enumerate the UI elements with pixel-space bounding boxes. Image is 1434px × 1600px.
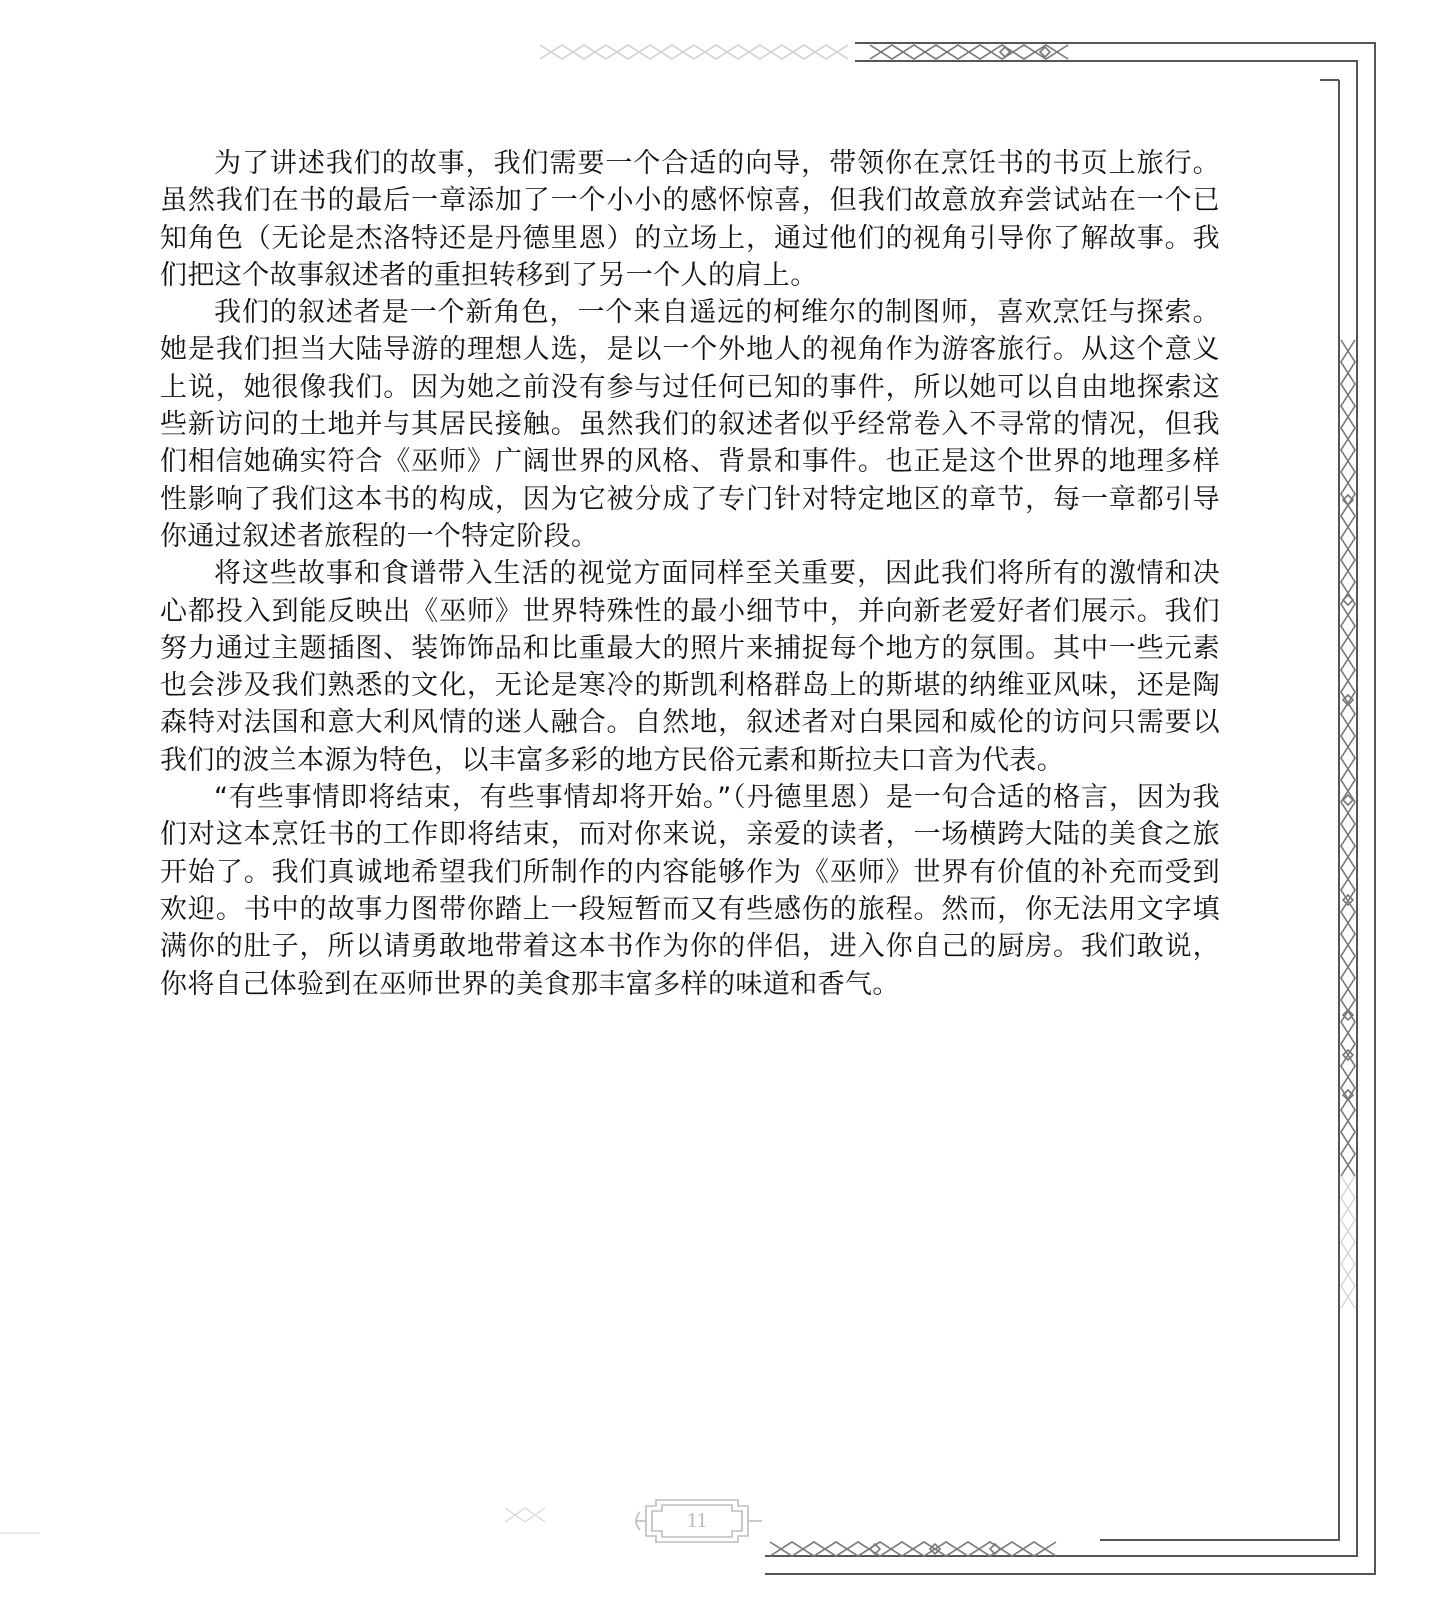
right-knot-band: [1341, 340, 1355, 1176]
page-number: 11: [686, 1507, 708, 1532]
bottom-knot-band: [770, 1542, 1056, 1556]
paragraph-3: 将这些故事和食谱带入生活的视觉方面同样至关重要，因此我们将所有的激情和决心都投入到能反映出《巫师》世界特殊性的最小细节中，并向新老爱好者们展示。我们努力通过主题插图、装饰饰品和比重最大的照片来捕捉每个地方的氛围。其中一些元素也会涉及我们熟悉的文化，无论是寒冷的斯凯利格群岛上的斯堪的纳维亚风味，还是陶森特对法国和意大利风情的迷人融合。自然地，叙述者对白果园和威伦的访问只需要以我们的波兰本源为特色，以丰富多彩的地方民俗元素和斯拉夫口音为代表。: [160, 558, 1220, 776]
top-knot-band: [870, 45, 1068, 59]
paragraph-2: 我们的叙述者是一个新角色，一个来自遥远的柯维尔的制图师，喜欢烹饪与探索。她是我们担当大陆导游的理想人选，是以一个外地人的视角作为游客旅行。从这个意义上说，她很像我们。因为她之前没有参与过任何已知的事件，所以她可以自由地探索这些新访问的土地并与其居民接触。虽然我们的叙述者似乎经常卷入不寻常的情况，但我们相信她确实符合《巫师》广阔世界的风格、背景和事件。也正是这个世界的地理多样性影响了我们这本书的构成，因为它被分成了专门针对特定地区的章节，每一章都引导你通过叙述者旅程的一个特定阶段。: [160, 297, 1220, 552]
paragraph-4: “有些事情即将结束，有些事情却将开始。”（丹德里恩）是一句合适的格言，因为我们对这本烹饪书的工作即将结束，而对你来说，亲爱的读者，一场横跨大陆的美食之旅开始了。我们真诚地希望我们所制作的内容能够作为《巫师》世界有价值的补充而受到欢迎。书中的故事力图带你踏上一段短暂而又有些感伤的旅程。然而，你无法用文字填满你的肚子，所以请勇敢地带着这本书作为你的伴侣，进入你自己的厨房。我们敢说，你将自己体验到在巫师世界的美食那丰富多样的味道和香气。: [160, 782, 1220, 1000]
bottom-left-faded-ornament: [0, 1508, 545, 1533]
paragraph-1: 为了讲述我们的故事，我们需要一个合适的向导，带领你在烹饪书的书页上旅行。虽然我们在书的最后一章添加了一个小小的感怀惊喜，但我们故意放弃尝试站在一个已知角色（无论是杰洛特还是丹德里恩）的立场上，通过他们的视角引导你了解故事。我们把这个故事叙述者的重担转移到了另一个人的肩上。: [160, 148, 1220, 291]
top-faded-ornament: [540, 45, 848, 59]
body-text: [160, 145, 1220, 1003]
right-faded-ornament: [1341, 1176, 1355, 1308]
